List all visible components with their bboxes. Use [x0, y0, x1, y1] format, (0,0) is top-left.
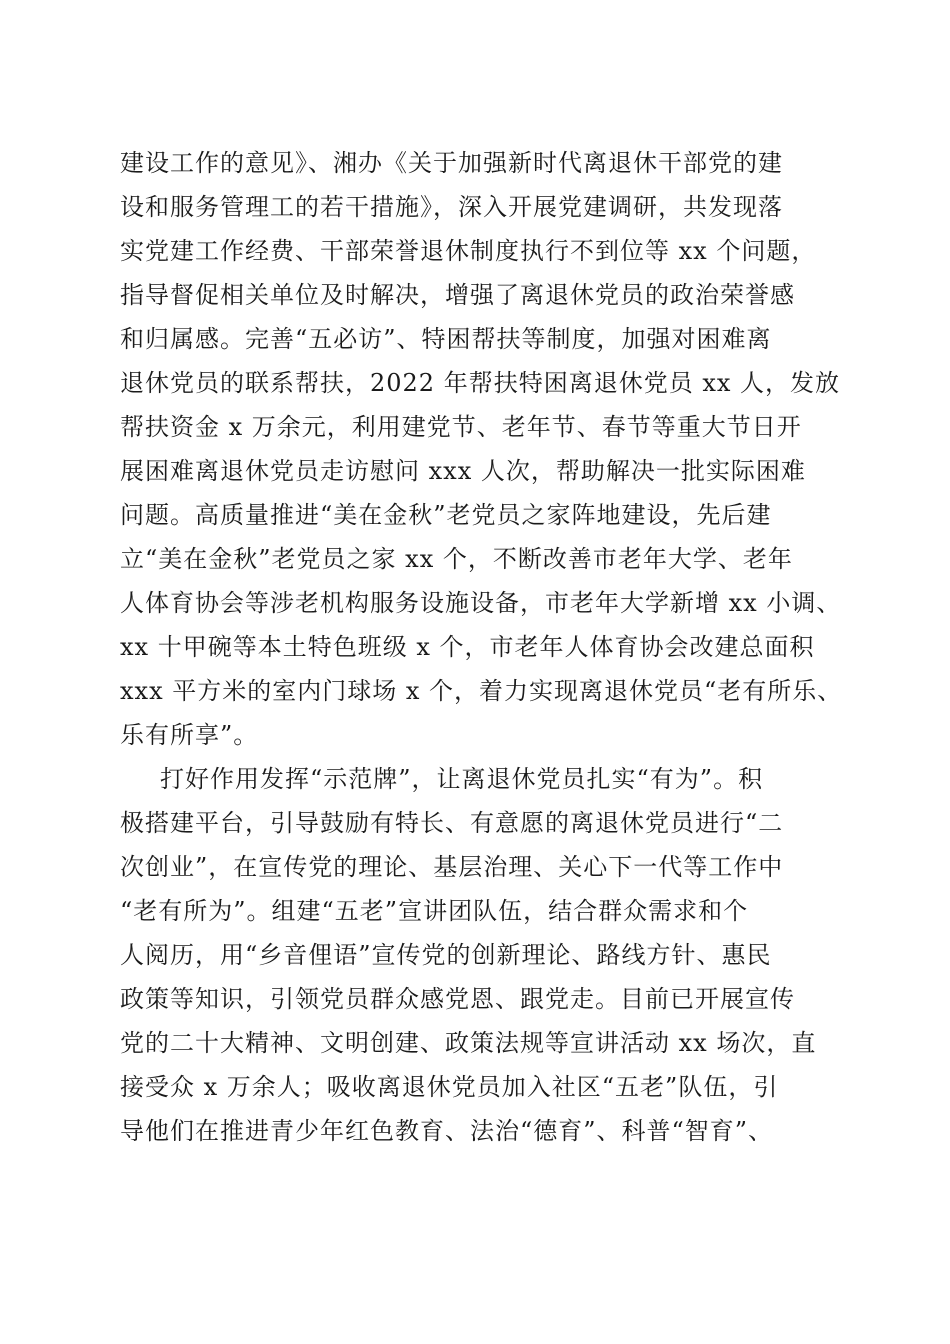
text-line: 建设工作的意见》、湘办《关于加强新时代离退休干部党的建 — [120, 149, 783, 177]
text-line: 乐有所享”。 — [120, 721, 259, 749]
text-line: 和归属感。完善“五必访”、特困帮扶等制度，加强对困难离 — [120, 325, 772, 353]
text-line: 政策等知识，引领党员群众感党恩、跟党走。目前已开展宣传 — [120, 985, 795, 1013]
text-line: 退休党员的联系帮扶，2022 年帮扶特困离退休党员 xx 人，发放 — [120, 369, 841, 397]
text-line: 设和服务管理工的若干措施》，深入开展党建调研，共发现落 — [120, 193, 783, 221]
text-line: 导他们在推进青少年红色教育、法治“德育”、科普“智育”、 — [120, 1117, 774, 1145]
text-line: 极搭建平台，引导鼓励有特长、有意愿的离退休党员进行“二 — [120, 809, 784, 837]
document-body — [120, 141, 843, 1153]
text-line: 展困难离退休党员走访慰问 xxx 人次，帮助解决一批实际困难 — [120, 457, 806, 485]
text-line: xxx 平方米的室内门球场 x 个，着力实现离退休党员“老有所乐、 — [120, 677, 843, 705]
text-line: 接受众 x 万余人；吸收离退休党员加入社区“五老”队伍，引 — [120, 1073, 779, 1101]
text-line: 人体育协会等涉老机构服务设施设备，市老年大学新增 xx 小调、 — [120, 589, 842, 617]
text-line: 指导督促相关单位及时解决，增强了离退休党员的政治荣誉感 — [120, 281, 795, 309]
text-line: 帮扶资金 x 万余元，利用建党节、老年节、春节等重大节日开 — [120, 413, 802, 441]
text-line: 次创业”，在宣传党的理论、基层治理、关心下一代等工作中 — [120, 853, 784, 881]
text-line: 打好作用发挥“示范牌”，让离退休党员扎实“有为”。积 — [160, 765, 764, 793]
text-line: 实党建工作经费、干部荣誉退休制度执行不到位等 xx 个问题， — [120, 237, 817, 265]
paragraph-2 — [120, 757, 840, 1153]
paragraph-1 — [120, 141, 843, 757]
text-line: 立“美在金秋”老党员之家 xx 个，不断改善市老年大学、老年 — [120, 545, 793, 573]
text-line: xx 十甲碗等本土特色班级 x 个，市老年人体育协会改建总面积 — [120, 633, 815, 661]
text-line: 党的二十大精神、文明创建、政策法规等宣讲活动 xx 场次，直 — [120, 1029, 817, 1057]
text-line: 人阅历，用“乡音俚语”宣传党的创新理论、路线方针、惠民 — [120, 941, 772, 969]
text-line: 问题。高质量推进“美在金秋”老党员之家阵地建设，先后建 — [120, 501, 772, 529]
text-line: “老有所为”。组建“五老”宣讲团队伍，结合群众需求和个 — [120, 897, 749, 925]
